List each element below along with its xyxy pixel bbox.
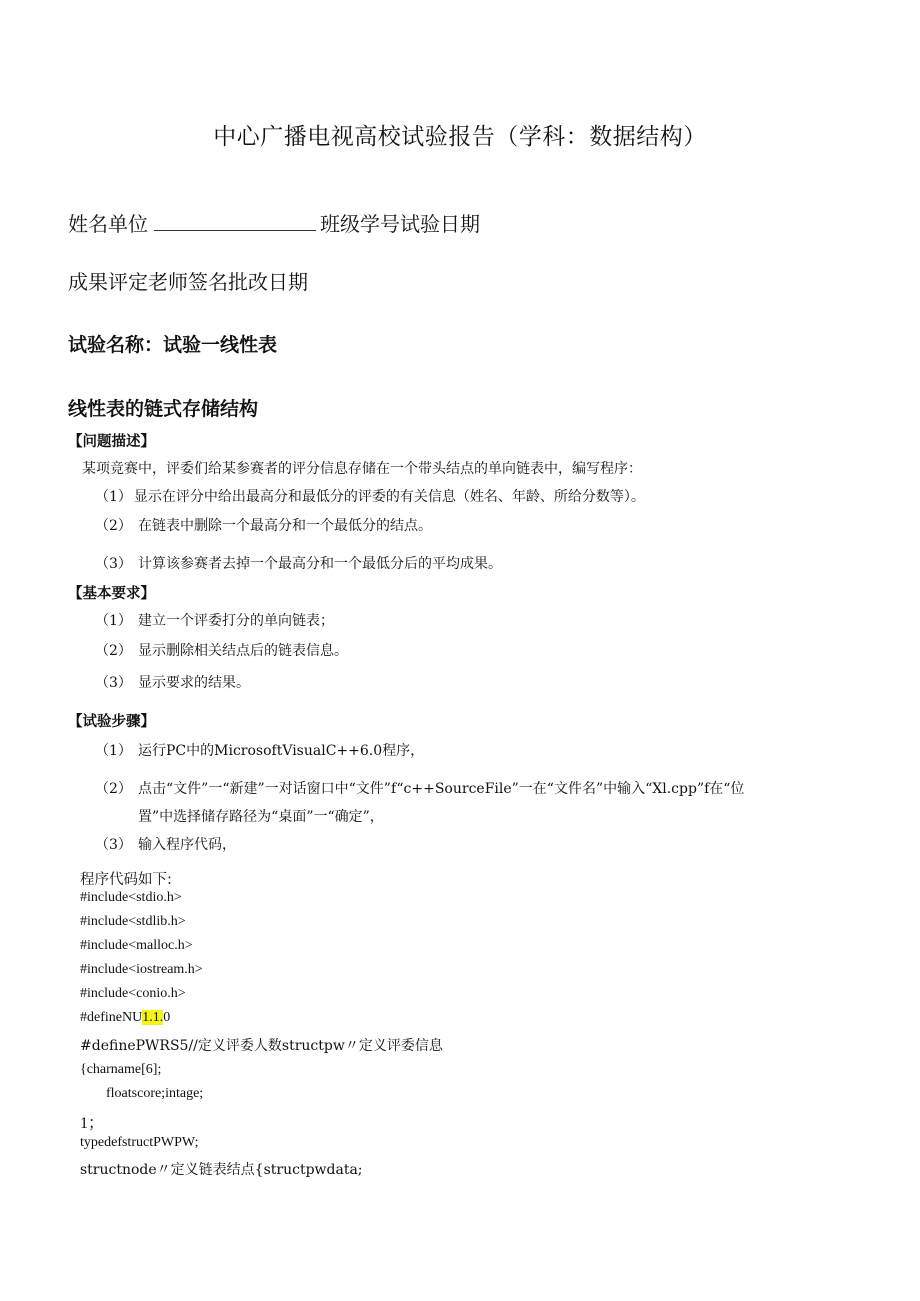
code-line: floatscore;intage;	[106, 1086, 204, 1101]
problem-item	[95, 553, 502, 573]
code-line: {charname[6];	[80, 1062, 162, 1077]
step-item-continuation: 置”中选择储存路径为“桌面”一“确定”，	[138, 809, 384, 825]
name-blank-line	[154, 216, 316, 231]
problem-item-text: 计算该参赛者去掉一个最高分和一个最低分后的平均成果。	[138, 556, 502, 572]
step-item-text: 输入程序代码，	[138, 837, 236, 853]
info-line-name-class	[68, 208, 480, 237]
step-item-num: （2）	[95, 781, 132, 797]
requirement-item-text: 显示要求的结果。	[138, 675, 250, 691]
info-line-grade-teacher: 成果评定老师签名批改日期	[68, 270, 308, 294]
step-item	[95, 778, 744, 798]
code-line: 1；	[80, 1115, 105, 1132]
highlighted-text: 1.1.	[142, 1010, 164, 1025]
requirement-item-text: 建立一个评委打分的单向链表；	[138, 613, 334, 629]
requirement-item	[95, 610, 334, 630]
problem-item-text: 在链表中删除一个最高分和一个最低分的结点。	[138, 518, 432, 534]
steps-heading: 【试验步骤】	[68, 714, 155, 730]
code-line: #include<stdlib.h>	[80, 914, 186, 929]
step-item-text: 点击“文件”一“新建”一对话窗口中“文件”f“c++SourceFile”一在“文件名”中输入“Xl.cpp”f在“位	[138, 781, 745, 797]
code-line: #include<malloc.h>	[80, 938, 193, 953]
step-item	[95, 740, 424, 760]
requirement-item-num: （3）	[95, 675, 132, 691]
problem-heading: 【问题描述】	[68, 434, 155, 450]
experiment-name: 试验名称：试验一线性表	[68, 334, 278, 356]
page-title: 中心广播电视高校试验报告（学科：数据结构）	[213, 124, 707, 150]
step-item-num: （3）	[95, 837, 132, 853]
code-line: #definePWRS5//定义评委人数structpw〃定义评委信息	[80, 1038, 443, 1054]
requirement-item-num: （2）	[95, 643, 132, 659]
code-line-define	[80, 1010, 170, 1026]
requirement-item	[95, 672, 250, 692]
step-item-text: 运行PC中的MicrosoftVisualC++6.0程序，	[138, 743, 425, 759]
problem-item	[95, 515, 432, 535]
code-line: #include<iostream.h>	[80, 962, 203, 977]
code-line: structnode〃定义链表结点{structpwdata;	[80, 1162, 363, 1178]
requirement-item-num: （1）	[95, 613, 132, 629]
section-subtitle: 线性表的链式存储结构	[68, 398, 259, 420]
info-name-unit-label: 姓名单位	[68, 212, 148, 236]
code-heading: 程序代码如下:	[80, 872, 172, 888]
step-item-num: （1）	[95, 743, 132, 759]
step-item	[95, 834, 236, 854]
code-line: typedefstructPWPW;	[80, 1135, 199, 1150]
define-prefix: #defineNU	[80, 1010, 143, 1025]
problem-item	[95, 486, 645, 506]
problem-item-num: （3）	[95, 556, 132, 572]
requirement-item-text: 显示删除相关结点后的链表信息。	[138, 643, 348, 659]
requirement-item	[95, 640, 348, 660]
problem-intro: 某项竞赛中，评委们给某参赛者的评分信息存储在一个带头结点的单向链表中，编写程序：	[82, 461, 642, 477]
problem-item-text: 显示在评分中给出最高分和最低分的评委的有关信息（姓名、年龄、所给分数等）。	[133, 489, 645, 505]
problem-item-num: （2）	[95, 518, 132, 534]
problem-item-num: （1）	[95, 489, 132, 505]
define-suffix: 0	[163, 1010, 171, 1025]
info-class-date-label: 班级学号试验日期	[320, 212, 480, 236]
requirements-heading: 【基本要求】	[68, 586, 155, 602]
code-line: #include<stdio.h>	[80, 890, 182, 905]
code-line: #include<conio.h>	[80, 986, 186, 1001]
